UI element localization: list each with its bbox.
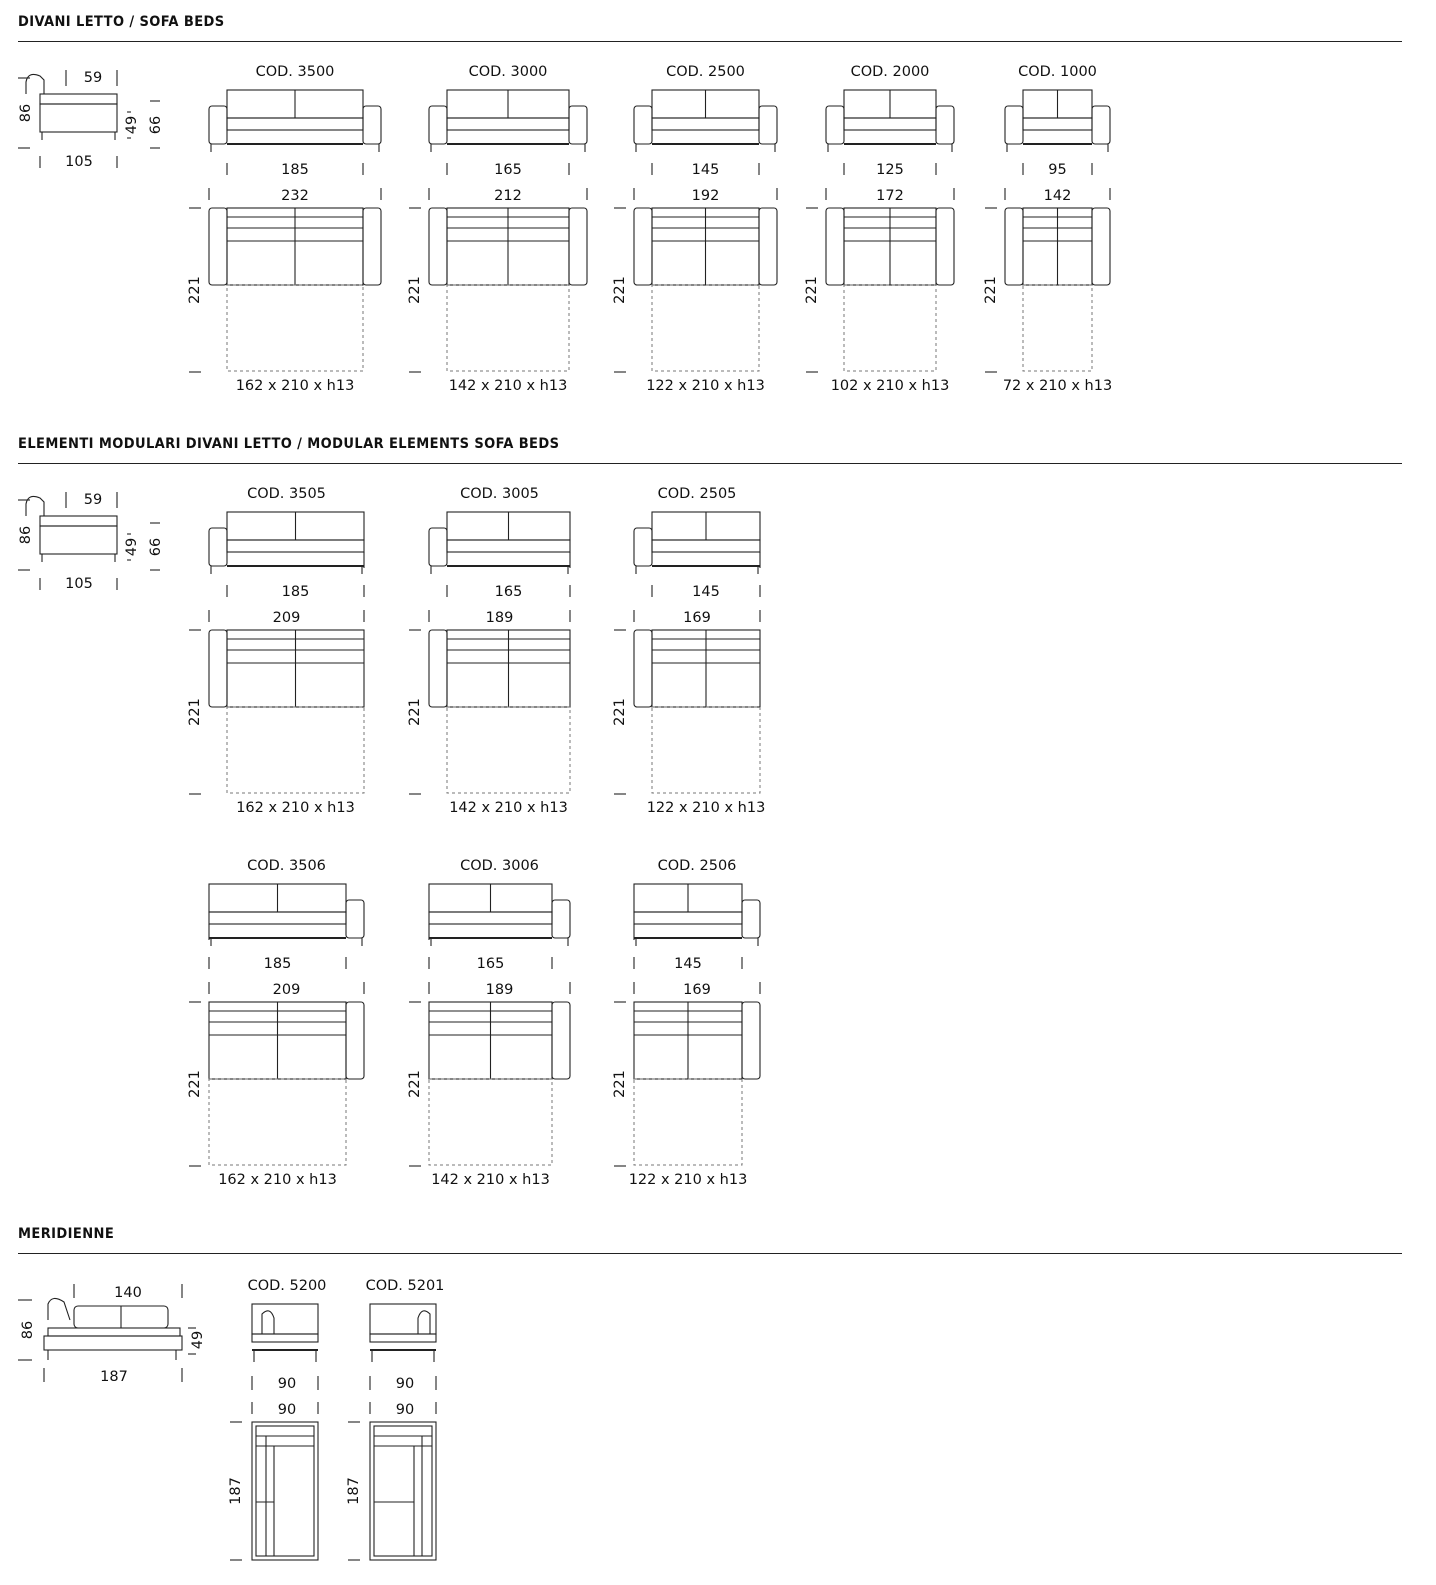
outline xyxy=(227,707,364,793)
seat-height-label: 49 xyxy=(124,537,140,557)
outline xyxy=(844,285,936,371)
outline xyxy=(742,900,760,938)
outline xyxy=(1005,106,1023,144)
outline xyxy=(40,94,117,104)
seat-height-label: 49 xyxy=(190,1330,206,1350)
outline xyxy=(209,1079,346,1165)
backrest xyxy=(26,74,44,94)
code-label: COD. 5201 xyxy=(365,1278,445,1294)
outline xyxy=(48,1328,180,1336)
mattress-label: 122 x 210 x h13 xyxy=(646,378,765,394)
outline xyxy=(252,1422,318,1560)
section-title-meridienne: MERIDIENNE xyxy=(18,1226,115,1242)
outline xyxy=(429,1079,552,1165)
outline xyxy=(447,118,569,130)
outline xyxy=(634,630,652,707)
code-label: COD. 2505 xyxy=(657,486,737,502)
outline xyxy=(936,208,954,285)
sofa-unit xyxy=(983,64,1112,394)
top-width-label: 90 xyxy=(395,1402,415,1418)
outline xyxy=(634,208,652,285)
outline xyxy=(447,707,570,793)
total-width-label: 172 xyxy=(876,188,904,204)
outline xyxy=(552,1002,570,1079)
outline xyxy=(370,1334,436,1342)
open-depth-label: 221 xyxy=(612,276,628,304)
total-width-label: 232 xyxy=(281,188,309,204)
outline xyxy=(429,106,447,144)
outline xyxy=(429,208,447,285)
side-elevation xyxy=(18,70,164,170)
seat-width-label: 165 xyxy=(476,956,505,972)
seat-width-label: 145 xyxy=(692,584,720,600)
seat-width-label: 165 xyxy=(494,162,522,178)
meridienne-side-elevation xyxy=(18,1284,206,1385)
backrest xyxy=(418,1311,430,1334)
code-label: COD. 3505 xyxy=(247,486,326,502)
outline xyxy=(363,208,381,285)
outline xyxy=(429,912,552,924)
outline xyxy=(742,1002,760,1079)
outline xyxy=(759,208,777,285)
open-depth-label: 221 xyxy=(407,698,423,726)
outline xyxy=(759,106,777,144)
outline xyxy=(936,106,954,144)
total-width-label: 209 xyxy=(272,610,301,626)
code-label: COD. 3000 xyxy=(468,64,548,80)
outline xyxy=(370,1422,436,1560)
total-width-label: 169 xyxy=(683,982,711,998)
section-title-modular: ELEMENTI MODULARI DIVANI LETTO / MODULAR ELEMENTS SOFA BEDS xyxy=(18,436,560,452)
outline xyxy=(40,526,117,554)
seat-width-label: 185 xyxy=(263,956,292,972)
seat-width-label: 185 xyxy=(281,584,310,600)
total-width-label: 212 xyxy=(494,188,522,204)
code-label: COD. 2500 xyxy=(666,64,745,80)
outline xyxy=(370,1304,436,1334)
outline xyxy=(363,106,381,144)
backrest xyxy=(48,1298,70,1320)
seat-width-label: 95 xyxy=(1048,162,1067,178)
backrest xyxy=(262,1311,274,1334)
outline xyxy=(1023,285,1092,371)
sofa-unit xyxy=(612,858,760,1188)
outline xyxy=(209,208,227,285)
mattress-label: 142 x 210 x h13 xyxy=(448,378,568,394)
open-depth-label: 221 xyxy=(407,276,423,304)
outline xyxy=(227,118,363,130)
meridienne-unit xyxy=(228,1278,326,1560)
outline xyxy=(227,285,363,371)
depth-label: 105 xyxy=(65,576,93,592)
sofa-unit xyxy=(612,486,765,816)
outline xyxy=(252,1334,318,1342)
height-label: 86 xyxy=(18,103,34,123)
outline xyxy=(826,106,844,144)
seat-width-label: 145 xyxy=(674,956,702,972)
sofa-unit xyxy=(612,64,777,394)
sofa-unit xyxy=(407,64,587,394)
sofa-unit xyxy=(187,858,364,1188)
section-title-sofa-beds: DIVANI LETTO / SOFA BEDS xyxy=(18,14,225,30)
top-width-label: 90 xyxy=(277,1402,297,1418)
outline xyxy=(826,208,844,285)
outline xyxy=(346,1002,364,1079)
sofa-unit xyxy=(407,486,570,816)
seat-width-label: 185 xyxy=(281,162,309,178)
seat-width-label: 145 xyxy=(691,162,720,178)
total-width-label: 142 xyxy=(1043,188,1072,204)
side-elevation xyxy=(18,492,164,592)
mattress-label: 162 x 210 x h13 xyxy=(236,800,355,816)
open-depth-label: 221 xyxy=(612,698,628,726)
mattress-label: 102 x 210 x h13 xyxy=(830,378,950,394)
open-depth-label: 221 xyxy=(187,1070,203,1098)
mattress-label: 142 x 210 x h13 xyxy=(431,1172,550,1188)
seat-depth-label: 59 xyxy=(83,492,103,508)
outline xyxy=(209,630,227,707)
outline xyxy=(346,900,364,938)
outline xyxy=(209,912,346,924)
sofa-unit xyxy=(804,64,954,394)
outline xyxy=(652,707,760,793)
total-width-label: 169 xyxy=(683,610,711,626)
mattress-label: 142 x 210 x h13 xyxy=(449,800,568,816)
code-label: COD. 3005 xyxy=(460,486,539,502)
outline xyxy=(40,516,117,526)
outline xyxy=(569,106,587,144)
code-label: COD. 2506 xyxy=(657,858,737,874)
mattress-label: 122 x 210 x h13 xyxy=(646,800,766,816)
total-width-label: 192 xyxy=(691,188,720,204)
sofa-unit xyxy=(407,858,570,1188)
total-width-label: 189 xyxy=(485,610,514,626)
arm-height-label: 66 xyxy=(148,115,164,135)
seat-height-label: 49 xyxy=(124,115,140,135)
arm-height-label: 66 xyxy=(148,537,164,557)
outline xyxy=(227,540,364,552)
seat-depth-label: 59 xyxy=(83,70,103,86)
code-label: COD. 3006 xyxy=(460,858,539,874)
open-depth-label: 221 xyxy=(187,698,203,726)
sofa-unit xyxy=(187,486,364,816)
outline xyxy=(652,118,759,130)
height-label: 86 xyxy=(20,1320,36,1340)
total-width-label: 209 xyxy=(272,982,301,998)
outline xyxy=(429,528,447,566)
sofa-unit xyxy=(187,64,381,394)
depth-label: 105 xyxy=(65,154,93,170)
back-width-label: 140 xyxy=(114,1285,142,1301)
outline xyxy=(652,540,760,552)
backrest xyxy=(26,496,44,516)
outline xyxy=(1023,118,1092,130)
seat-width-label: 165 xyxy=(494,584,523,600)
front-width-label: 90 xyxy=(395,1376,415,1392)
outline xyxy=(209,106,227,144)
total-width-label: 189 xyxy=(485,982,514,998)
height-label: 86 xyxy=(18,525,34,545)
open-depth-label: 221 xyxy=(983,276,999,304)
outline xyxy=(634,1079,742,1165)
open-depth-label: 221 xyxy=(804,276,820,304)
code-label: COD. 1000 xyxy=(1018,64,1097,80)
outline xyxy=(634,912,742,924)
code-label: COD. 3500 xyxy=(255,64,335,80)
outline xyxy=(1005,208,1023,285)
outline xyxy=(844,118,936,130)
outline xyxy=(429,630,447,707)
outline xyxy=(652,285,759,371)
code-label: COD. 2000 xyxy=(850,64,930,80)
open-depth-label: 221 xyxy=(407,1070,423,1098)
outline xyxy=(1092,208,1110,285)
outline xyxy=(634,106,652,144)
code-label: COD. 5200 xyxy=(247,1278,327,1294)
outline xyxy=(447,540,570,552)
mattress-label: 162 x 210 x h13 xyxy=(235,378,355,394)
length-label: 187 xyxy=(228,1477,244,1505)
mattress-label: 72 x 210 x h13 xyxy=(1002,378,1113,394)
mattress-label: 122 x 210 x h13 xyxy=(628,1172,748,1188)
outline xyxy=(40,104,117,132)
front-width-label: 90 xyxy=(277,1376,297,1392)
outline xyxy=(569,208,587,285)
seat-width-label: 125 xyxy=(876,162,904,178)
outline xyxy=(44,1336,182,1350)
outline xyxy=(1092,106,1110,144)
open-depth-label: 221 xyxy=(187,276,203,304)
mattress-label: 162 x 210 x h13 xyxy=(218,1172,337,1188)
open-depth-label: 221 xyxy=(612,1070,628,1098)
outline xyxy=(552,900,570,938)
outline xyxy=(634,528,652,566)
length-label: 187 xyxy=(100,1369,128,1385)
code-label: COD. 3506 xyxy=(247,858,326,874)
outline xyxy=(209,528,227,566)
meridienne-unit xyxy=(346,1278,444,1560)
outline xyxy=(447,285,569,371)
length-label: 187 xyxy=(346,1477,362,1505)
